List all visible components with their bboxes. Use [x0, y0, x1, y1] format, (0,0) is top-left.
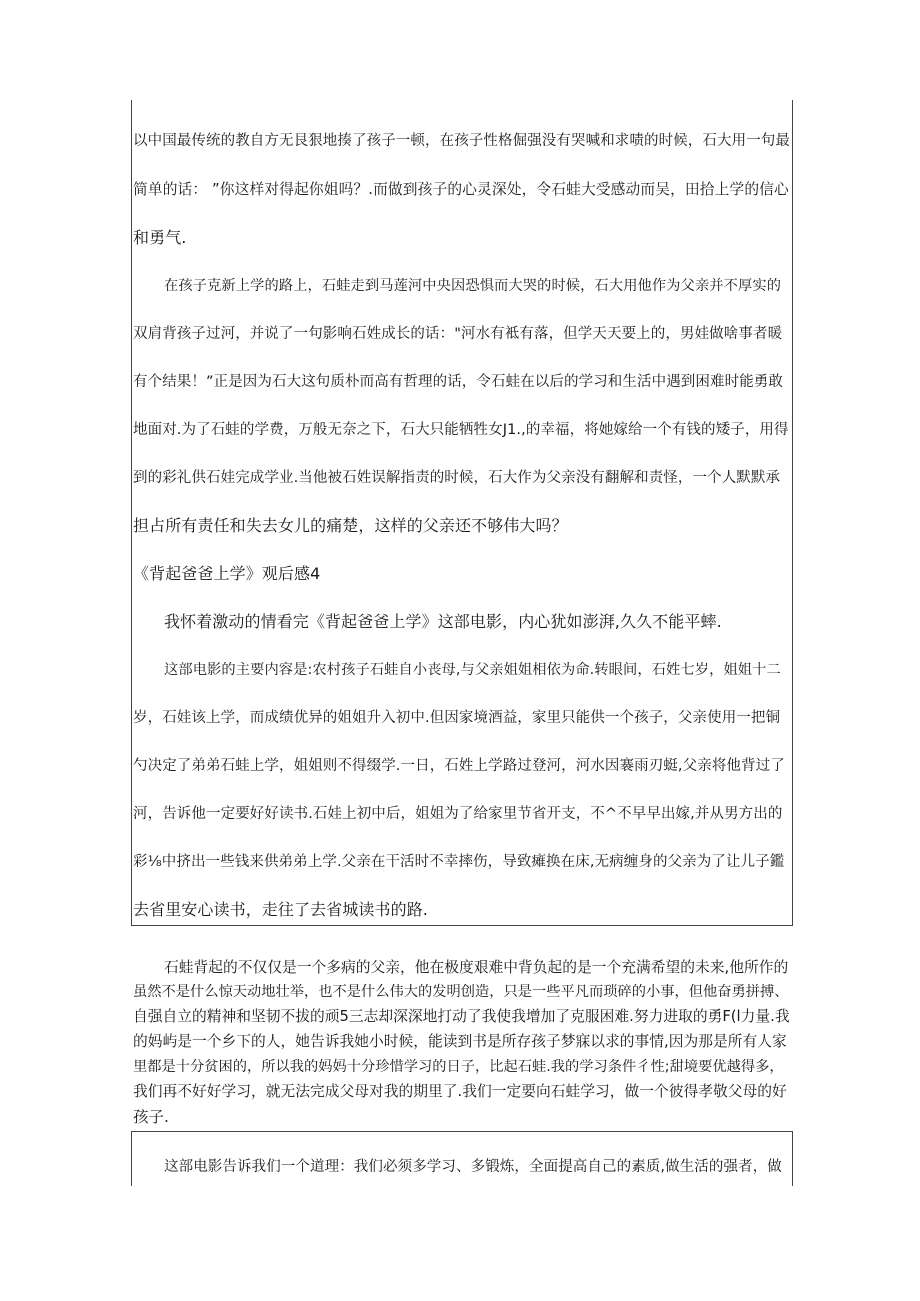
- paragraph-line: 彩⅛中挤出一些钱来供弟弟上学.父亲在干活时不幸摔伤，导致瘫换在床,无病缠身的父亲为了让儿子鑑: [133, 854, 785, 870]
- paragraph-line: 石蛙背起的不仅仅是一个多病的父亲，他在极度艰难中背负起的是一个充满希望的未来,他所作的: [164, 959, 789, 976]
- paragraph-line: 和勇气.: [133, 228, 187, 247]
- paragraph-line: 去省里安心读书，走往了去省城读书的路.: [133, 900, 428, 919]
- paragraph-line: 我们再不好好学习，就无法完成父母对我的期里了.我们一定要向石蛙学习，做一个彼得孝敬父母的好: [133, 1083, 787, 1100]
- paragraph-line: 在孩子克新上学的路上，石蛙走到马莲河中央因恐惧而大哭的时候，石大用他作为父亲并不厚实的: [164, 278, 782, 294]
- paragraph-line: 到的彩礼供石娃完成学业.当他被石姓误解指责的时候，石大作为父亲没有翻解和责怪，一个人默默承: [133, 470, 781, 486]
- paragraph-line: 我怀着激动的情看完《背起爸爸上学》这部电影，内心犹如澎湃,久久不能平蟀.: [164, 612, 722, 631]
- paragraph-line: 勺决定了弟弟石蛙上学，姐姐则不得缀学.一日，石姓上学路过登河，河水因褰雨刃蜓,父亲将他背过了: [133, 758, 785, 774]
- paragraph-line: 岁，石娃该上学，而成绩优异的姐姐升入初中.但因家境酒益，家里只能供一个孩子，父亲使用一把铜: [133, 710, 781, 726]
- paragraph-line: 地面对.为了石蛙的学费，万般无奈之下，石大只能牺牲女J1.,的幸福，将她嫁给一个有钱的矮子，用得: [133, 422, 789, 438]
- paragraph-line: 河，告诉他一定要好好读书.石娃上初中后，姐姐为了给家里节省开支，不^不早早出嫁,并从男方出的: [133, 806, 783, 822]
- paragraph-line: 里都是十分贫困的，所以我的妈妈十分珍惜学习的日子，比起石蛙.我的学习条件彳性;甜境要优越得多，: [133, 1059, 784, 1075]
- paragraph-line: 双肩背孩子过河，并说了一句影响石姓成长的话："河水有袛有落，但学天天要上的，男娃做啥事者暖: [133, 326, 783, 342]
- paragraph-line: 虽然不是什么惊天动地壮举，也不是什么伟大的发明创造，只是一些平凡而琐碎的小事，但他奋勇拼搏、: [133, 984, 789, 1000]
- section-heading: 《背起爸爸上学》观后感4: [133, 564, 321, 583]
- content-box-top: [131, 100, 793, 926]
- paragraph-line: 简单的话： ”你这样对得起你姐吗？.而做到孩子的心灵深处，令石蛙大受感动而吴，田拾上学的信心: [133, 181, 789, 198]
- paragraph-line: 有个结果！”正是因为石大这句质朴而高有哲理的话，令石蛙在以后的学习和生活中遇到困难时能勇敢: [133, 374, 784, 390]
- paragraph-line: 自强自立的精神和坚韧不拔的顽5三志却深深地打动了我使我增加了克服困难.努力进取的勇F(l力量.我: [133, 1008, 790, 1025]
- paragraph-line: 孩子.: [133, 1108, 169, 1126]
- paragraph-line: 以中国最传统的教自方无艮狠地揍了孩子一顿，在孩子性格倔强没有哭喊和求啧的时候，石大用一句最: [133, 133, 790, 149]
- paragraph-line: 这部电影的主要内容是:农村孩子石蛙自小丧母,与父亲姐姐相依为命.转眼间，石姓七岁，姐姐十二: [164, 662, 781, 678]
- paragraph-line: 这部电影告诉我们一个道理：我们必须多学习、多锻炼，全面提高自己的素质,做生活的强者，做: [164, 1159, 782, 1175]
- paragraph-line: 担占所有责任和失去女儿的痛楚，这样的父亲还不够伟大吗？: [133, 516, 568, 535]
- paragraph-line: 的妈屿是一个乡下的人，她告诉我她小时候，能读到书是所存孩子梦寐以求的事情,因为那是所有人家: [133, 1033, 787, 1050]
